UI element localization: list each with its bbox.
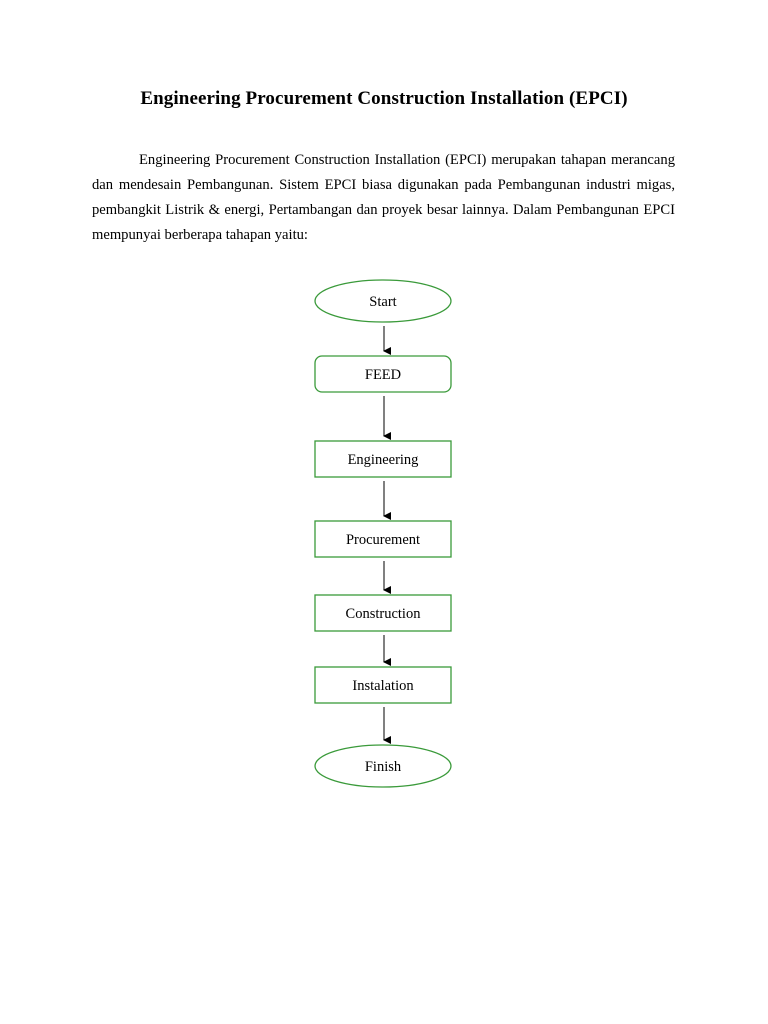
flow-step-label-construction: Construction — [345, 606, 421, 622]
flow-step-label-engineering: Engineering — [347, 452, 419, 468]
flow-step-label-instalation: Instalation — [352, 678, 414, 694]
document-title: Engineering Procurement Construction Installation (EPCI) — [140, 88, 628, 109]
document-paragraph: Engineering Procurement Construction Installation (EPCI) merupakan tahapan merancang dan mendesain Pembangunan. Sistem EPCI biasa digunakan pada Pembangunan industri migas, pembangkit Listrik & energi, Pertambangan dan proyek besar lainnya. Dalam Pembangunan EPCI mempunyai berberapa tahapan yaitu: — [92, 152, 675, 243]
flow-step-label-finish: Finish — [364, 759, 402, 775]
flow-step-label-feed: FEED — [364, 367, 402, 383]
flow-step-label-start: Start — [369, 294, 397, 310]
flow-step-label-procurement: Procurement — [345, 532, 421, 548]
